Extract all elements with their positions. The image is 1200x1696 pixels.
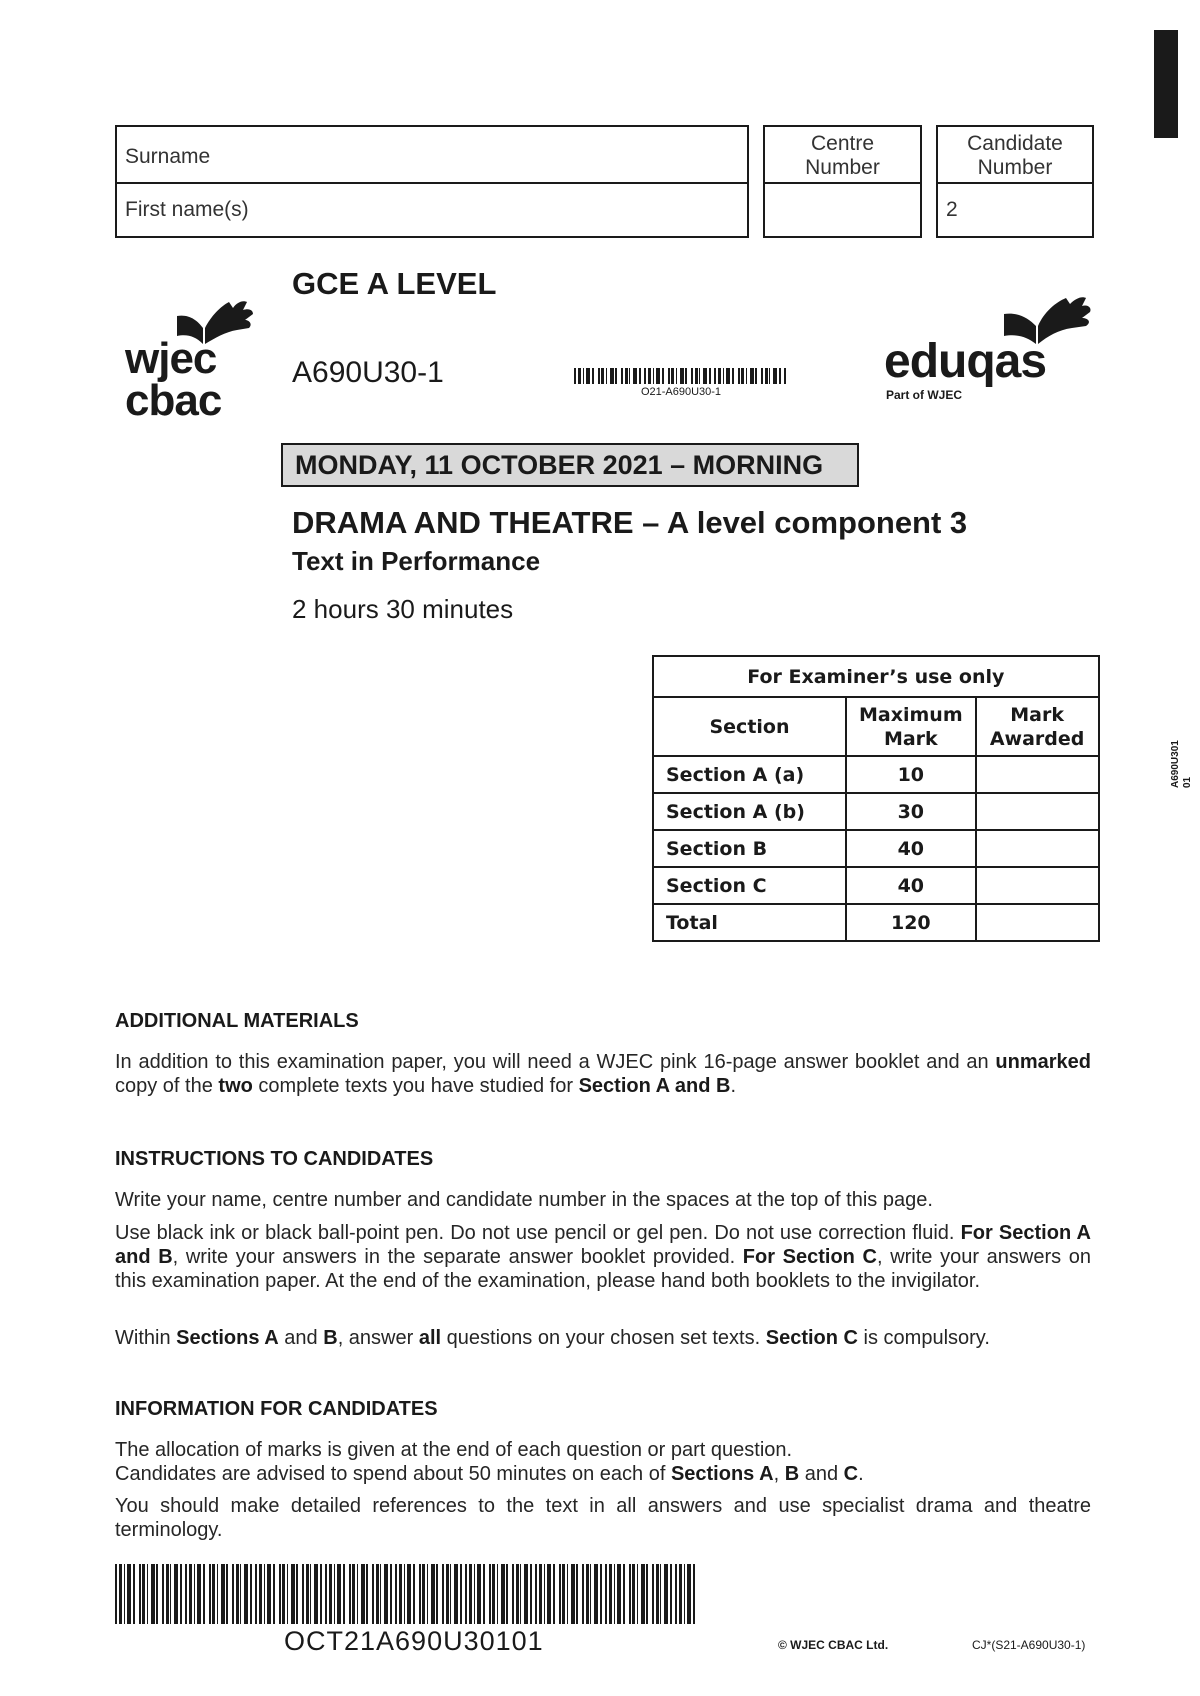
centre-number-label-box (763, 125, 922, 184)
barcode-bar (489, 1564, 491, 1624)
eduqas-subtitle: Part of WJEC (886, 388, 963, 402)
table-row (653, 793, 1099, 830)
barcode-bar (162, 1564, 164, 1624)
barcode-bar (194, 1564, 195, 1624)
barcode-bar (746, 368, 747, 384)
barcode-bar (460, 1564, 462, 1624)
barcode-bar (559, 1564, 561, 1624)
firstname-box[interactable] (115, 182, 749, 238)
barcode-bar (652, 1564, 654, 1624)
barcode-bar (244, 1564, 248, 1624)
barcode-bar (623, 1564, 625, 1624)
candidate-number-input[interactable] (936, 182, 1094, 238)
barcode-bar (492, 1564, 495, 1624)
barcode-bar (376, 1564, 379, 1624)
barcode-bar (723, 368, 724, 384)
barcode-bar (236, 1564, 239, 1624)
barcode-bar (668, 368, 670, 384)
barcode-bar (653, 368, 654, 384)
barcode-bar (769, 368, 770, 384)
paper-code: A690U30-1 (292, 356, 444, 389)
barcode-bar (147, 1564, 148, 1624)
copyright-notice: © WJEC CBAC Ltd. (778, 1638, 889, 1652)
barcode-bar (709, 368, 711, 384)
row-section: Section C (653, 867, 846, 904)
barcode-bar (185, 1564, 187, 1624)
row-max-mark: 120 (846, 904, 976, 941)
barcode-bar (755, 368, 757, 384)
instructions-paragraph-1: Write your name, centre number and candidate number in the spaces at the top of this page. (115, 1189, 933, 1211)
barcode-bar (119, 1564, 122, 1624)
row-section: Total (653, 904, 846, 941)
qualification-level: GCE A LEVEL (292, 266, 497, 301)
col-header-mark-awarded: Mark Awarded (976, 697, 1099, 756)
barcode-bar (407, 1564, 411, 1624)
barcode-bar (582, 1564, 584, 1624)
main-barcode (115, 1564, 697, 1624)
barcode-bar (761, 368, 763, 384)
barcode-bar (553, 1564, 555, 1624)
table-row (653, 756, 1099, 793)
instructions-paragraph-3: Within Sections A and B, answer all questions on your chosen set texts. Section C is compulsory. (115, 1327, 990, 1349)
row-max-mark: 40 (846, 830, 976, 867)
col-header-maximum-mark: Maximum Mark (846, 697, 976, 756)
barcode-bar (583, 368, 584, 384)
corner-registration-mark (1154, 30, 1178, 138)
barcode-bar (648, 368, 651, 384)
barcode-bar (671, 368, 674, 384)
barcode-bar (422, 1564, 425, 1624)
barcode-bar (567, 1564, 568, 1624)
barcode-bar (741, 368, 744, 384)
barcode-bar (644, 368, 646, 384)
table-row (653, 867, 1099, 904)
barcode-bar (765, 368, 768, 384)
barcode-bar (594, 1564, 598, 1624)
barcode-bar (361, 1564, 365, 1624)
surname-label: Surname (125, 145, 211, 168)
barcode-bar (544, 1564, 545, 1624)
candidate-number-label: Candidate Number (967, 132, 1063, 179)
barcode-bar (399, 1564, 402, 1624)
barcode-bar (646, 1564, 648, 1624)
eduqas-logo (884, 296, 1094, 406)
barcode-bar (483, 1564, 485, 1624)
barcode-bar (306, 1564, 309, 1624)
row-max-mark: 40 (846, 867, 976, 904)
barcode-bar (714, 368, 716, 384)
row-mark-awarded-cell[interactable] (976, 793, 1099, 830)
barcode-bar (343, 1564, 345, 1624)
information-paragraph-1: The allocation of marks is given at the end of each question or part question. (115, 1439, 793, 1461)
barcode-bar (267, 1564, 271, 1624)
barcode-bar (679, 1564, 682, 1624)
centre-number-input[interactable] (763, 182, 922, 238)
barcode-bar (691, 368, 693, 384)
barcode-bar (287, 1564, 288, 1624)
barcode-bar (699, 368, 700, 384)
barcode-bar (465, 1564, 467, 1624)
barcode-bar (684, 1564, 685, 1624)
instructions-heading: INSTRUCTIONS TO CANDIDATES (115, 1148, 434, 1170)
small-barcode-text: O21-A690U30-1 (640, 386, 722, 398)
barcode-bar (212, 1564, 215, 1624)
barcode-bar (427, 1564, 428, 1624)
barcode-bar (726, 368, 730, 384)
barcode-bar (687, 1564, 691, 1624)
barcode-bar (718, 368, 721, 384)
barcode-bar (250, 1564, 252, 1624)
barcode-bar (664, 1564, 668, 1624)
candidate-number-value: 2 (946, 198, 958, 221)
barcode-bar (586, 368, 590, 384)
barcode-bar (390, 1564, 392, 1624)
barcode-bar (240, 1564, 241, 1624)
barcode-bar (209, 1564, 211, 1624)
side-paper-code: A690U301 01 (1170, 740, 1193, 788)
barcode-bar (637, 1564, 638, 1624)
barcode-bar (516, 1564, 519, 1624)
barcode-bar (166, 1564, 169, 1624)
barcode-bar (395, 1564, 397, 1624)
barcode-bar (512, 1564, 514, 1624)
barcode-bar (615, 368, 617, 384)
barcode-bar (605, 1564, 607, 1624)
barcode-bar (189, 1564, 192, 1624)
barcode-bar (539, 1564, 542, 1624)
barcode-bar (226, 1564, 228, 1624)
barcode-bar (520, 1564, 521, 1624)
row-section: Section A (b) (653, 793, 846, 830)
barcode-bar (656, 368, 660, 384)
barcode-bar (279, 1564, 281, 1624)
barcode-bar (296, 1564, 298, 1624)
barcode-bar (571, 1564, 575, 1624)
barcode-bar (232, 1564, 234, 1624)
table-row (653, 904, 1099, 941)
barcode-bar (660, 1564, 661, 1624)
barcode-bar (601, 368, 604, 384)
barcode-bar (366, 1564, 368, 1624)
barcode-bar (685, 368, 687, 384)
barcode-bar (732, 368, 734, 384)
barcode-bar (610, 368, 614, 384)
barcode-bar (197, 1564, 201, 1624)
barcode-bar (469, 1564, 472, 1624)
barcode-bar (629, 1564, 631, 1624)
row-section: Section A (a) (653, 756, 846, 793)
barcode-bar (282, 1564, 285, 1624)
barcode-bar (590, 1564, 591, 1624)
barcode-bar (750, 368, 754, 384)
barcode-bar (133, 1564, 135, 1624)
barcode-bar (380, 1564, 381, 1624)
barcode-bar (497, 1564, 498, 1624)
wjec-wordmark: wjec cbac (125, 334, 222, 425)
barcode-bar (436, 1564, 438, 1624)
row-mark-awarded-cell[interactable] (976, 904, 1099, 941)
examiner-table (652, 655, 1100, 942)
barcode-bar (310, 1564, 311, 1624)
barcode-bar (203, 1564, 205, 1624)
barcode-bar (676, 368, 677, 384)
barcode-bar (329, 1564, 332, 1624)
barcode-bar (413, 1564, 415, 1624)
additional-materials-heading: ADDITIONAL MATERIALS (115, 1010, 359, 1032)
row-mark-awarded-cell[interactable] (976, 867, 1099, 904)
row-max-mark: 30 (846, 793, 976, 830)
barcode-bar (535, 1564, 537, 1624)
barcode-bar (314, 1564, 318, 1624)
barcode-bar (372, 1564, 374, 1624)
barcode-bar (259, 1564, 262, 1624)
barcode-bar (450, 1564, 451, 1624)
barcode-bar (264, 1564, 265, 1624)
barcode-bar (675, 1564, 677, 1624)
table-row (653, 830, 1099, 867)
unit-title: Text in Performance (292, 546, 541, 576)
barcode-bar (576, 1564, 578, 1624)
barcode-bar (156, 1564, 158, 1624)
main-barcode-text: OCT21A690U30101 (284, 1626, 544, 1656)
barcode-bar (217, 1564, 218, 1624)
small-barcode (574, 368, 788, 384)
eduqas-wordmark: eduqas (884, 335, 1047, 388)
barcode-bar (592, 368, 594, 384)
barcode-bar (357, 1564, 358, 1624)
barcode-bar (693, 1564, 695, 1624)
information-paragraph-3: You should make detailed references to the text in all answers and use specialist drama and theatre terminology. (115, 1495, 1091, 1541)
barcode-bar (662, 368, 664, 384)
paper-reference: CJ*(S21-A690U30-1) (972, 1638, 1086, 1652)
row-max-mark: 10 (846, 756, 976, 793)
additional-materials-text: In addition to this examination paper, you will need a WJEC pink 16-page answer booklet and an unmarked copy of the two complete texts you have studied for Section A and B. (115, 1051, 1091, 1097)
barcode-bar (273, 1564, 275, 1624)
barcode-bar (606, 368, 607, 384)
barcode-bar (302, 1564, 304, 1624)
barcode-bar (325, 1564, 327, 1624)
candidate-number-label-box (936, 125, 1094, 184)
barcode-bar (641, 1564, 645, 1624)
wjec-cbac-logo (125, 298, 257, 428)
barcode-bar (625, 368, 628, 384)
barcode-bar (139, 1564, 141, 1624)
barcode-bar (633, 368, 637, 384)
barcode-bar (334, 1564, 335, 1624)
barcode-bar (142, 1564, 145, 1624)
barcode-bar (578, 368, 581, 384)
barcode-bar (617, 1564, 621, 1624)
barcode-bar (506, 1564, 508, 1624)
barcode-bar (124, 1564, 125, 1624)
barcode-bar (477, 1564, 481, 1624)
barcode-bar (404, 1564, 405, 1624)
barcode-bar (614, 1564, 615, 1624)
firstname-label: First name(s) (125, 198, 249, 221)
barcode-bar (632, 1564, 635, 1624)
barcode-bar (656, 1564, 659, 1624)
barcode-bar (127, 1564, 131, 1624)
barcode-bar (586, 1564, 589, 1624)
barcode-bar (454, 1564, 458, 1624)
barcode-bar (255, 1564, 257, 1624)
barcode-bar (738, 368, 740, 384)
barcode-bar (670, 1564, 672, 1624)
barcode-bar (337, 1564, 341, 1624)
barcode-bar (639, 368, 641, 384)
barcode-bar (629, 368, 630, 384)
row-mark-awarded-cell[interactable] (976, 830, 1099, 867)
barcode-bar (352, 1564, 355, 1624)
barcode-bar (524, 1564, 528, 1624)
barcode-bar (609, 1564, 612, 1624)
barcode-bar (474, 1564, 475, 1624)
barcode-bar (703, 368, 707, 384)
barcode-bar (621, 368, 623, 384)
barcode-bar (291, 1564, 295, 1624)
row-section: Section B (653, 830, 846, 867)
barcode-bar (151, 1564, 155, 1624)
barcode-bar (574, 368, 576, 384)
barcode-bar (115, 1564, 117, 1624)
barcode-bar (320, 1564, 322, 1624)
barcode-bar (530, 1564, 532, 1624)
barcode-bar (170, 1564, 171, 1624)
barcode-bar (446, 1564, 449, 1624)
barcode-bar (221, 1564, 225, 1624)
centre-number-label: Centre Number (805, 132, 880, 179)
barcode-bar (442, 1564, 444, 1624)
instructions-paragraph-2: Use black ink or black ball-point pen. Do not use pencil or gel pen. Do not use correction fluid. For Section A and B, write your answers in the separate answer booklet provided. For Section C, write your answers on this examination paper. At the end of the examination, please hand both booklets to the invigilator. (115, 1222, 1091, 1292)
barcode-bar (547, 1564, 551, 1624)
barcode-bar (180, 1564, 182, 1624)
barcode-bar (598, 368, 600, 384)
barcode-bar (562, 1564, 565, 1624)
barcode-bar (419, 1564, 421, 1624)
col-header-section: Section (653, 697, 846, 756)
exam-duration: 2 hours 30 minutes (292, 594, 514, 624)
examiner-table-title: For Examiner’s use only (653, 656, 1099, 697)
barcode-bar (773, 368, 777, 384)
barcode-bar (431, 1564, 435, 1624)
exam-date: MONDAY, 11 OCTOBER 2021 – MORNING (281, 443, 859, 487)
barcode-bar (349, 1564, 351, 1624)
barcode-bar (779, 368, 781, 384)
barcode-bar (784, 368, 786, 384)
surname-box[interactable] (115, 125, 749, 184)
barcode-bar (600, 1564, 602, 1624)
barcode-bar (695, 368, 698, 384)
barcode-bar (384, 1564, 388, 1624)
subject-title: DRAMA AND THEATRE – A level component 3 (292, 505, 968, 540)
barcode-bar (680, 368, 684, 384)
row-mark-awarded-cell[interactable] (976, 756, 1099, 793)
information-paragraph-2: Candidates are advised to spend about 50 minutes on each of Sections A, B and C. (115, 1463, 864, 1485)
barcode-bar (501, 1564, 505, 1624)
barcode-bar (174, 1564, 178, 1624)
information-heading: INFORMATION FOR CANDIDATES (115, 1398, 438, 1420)
